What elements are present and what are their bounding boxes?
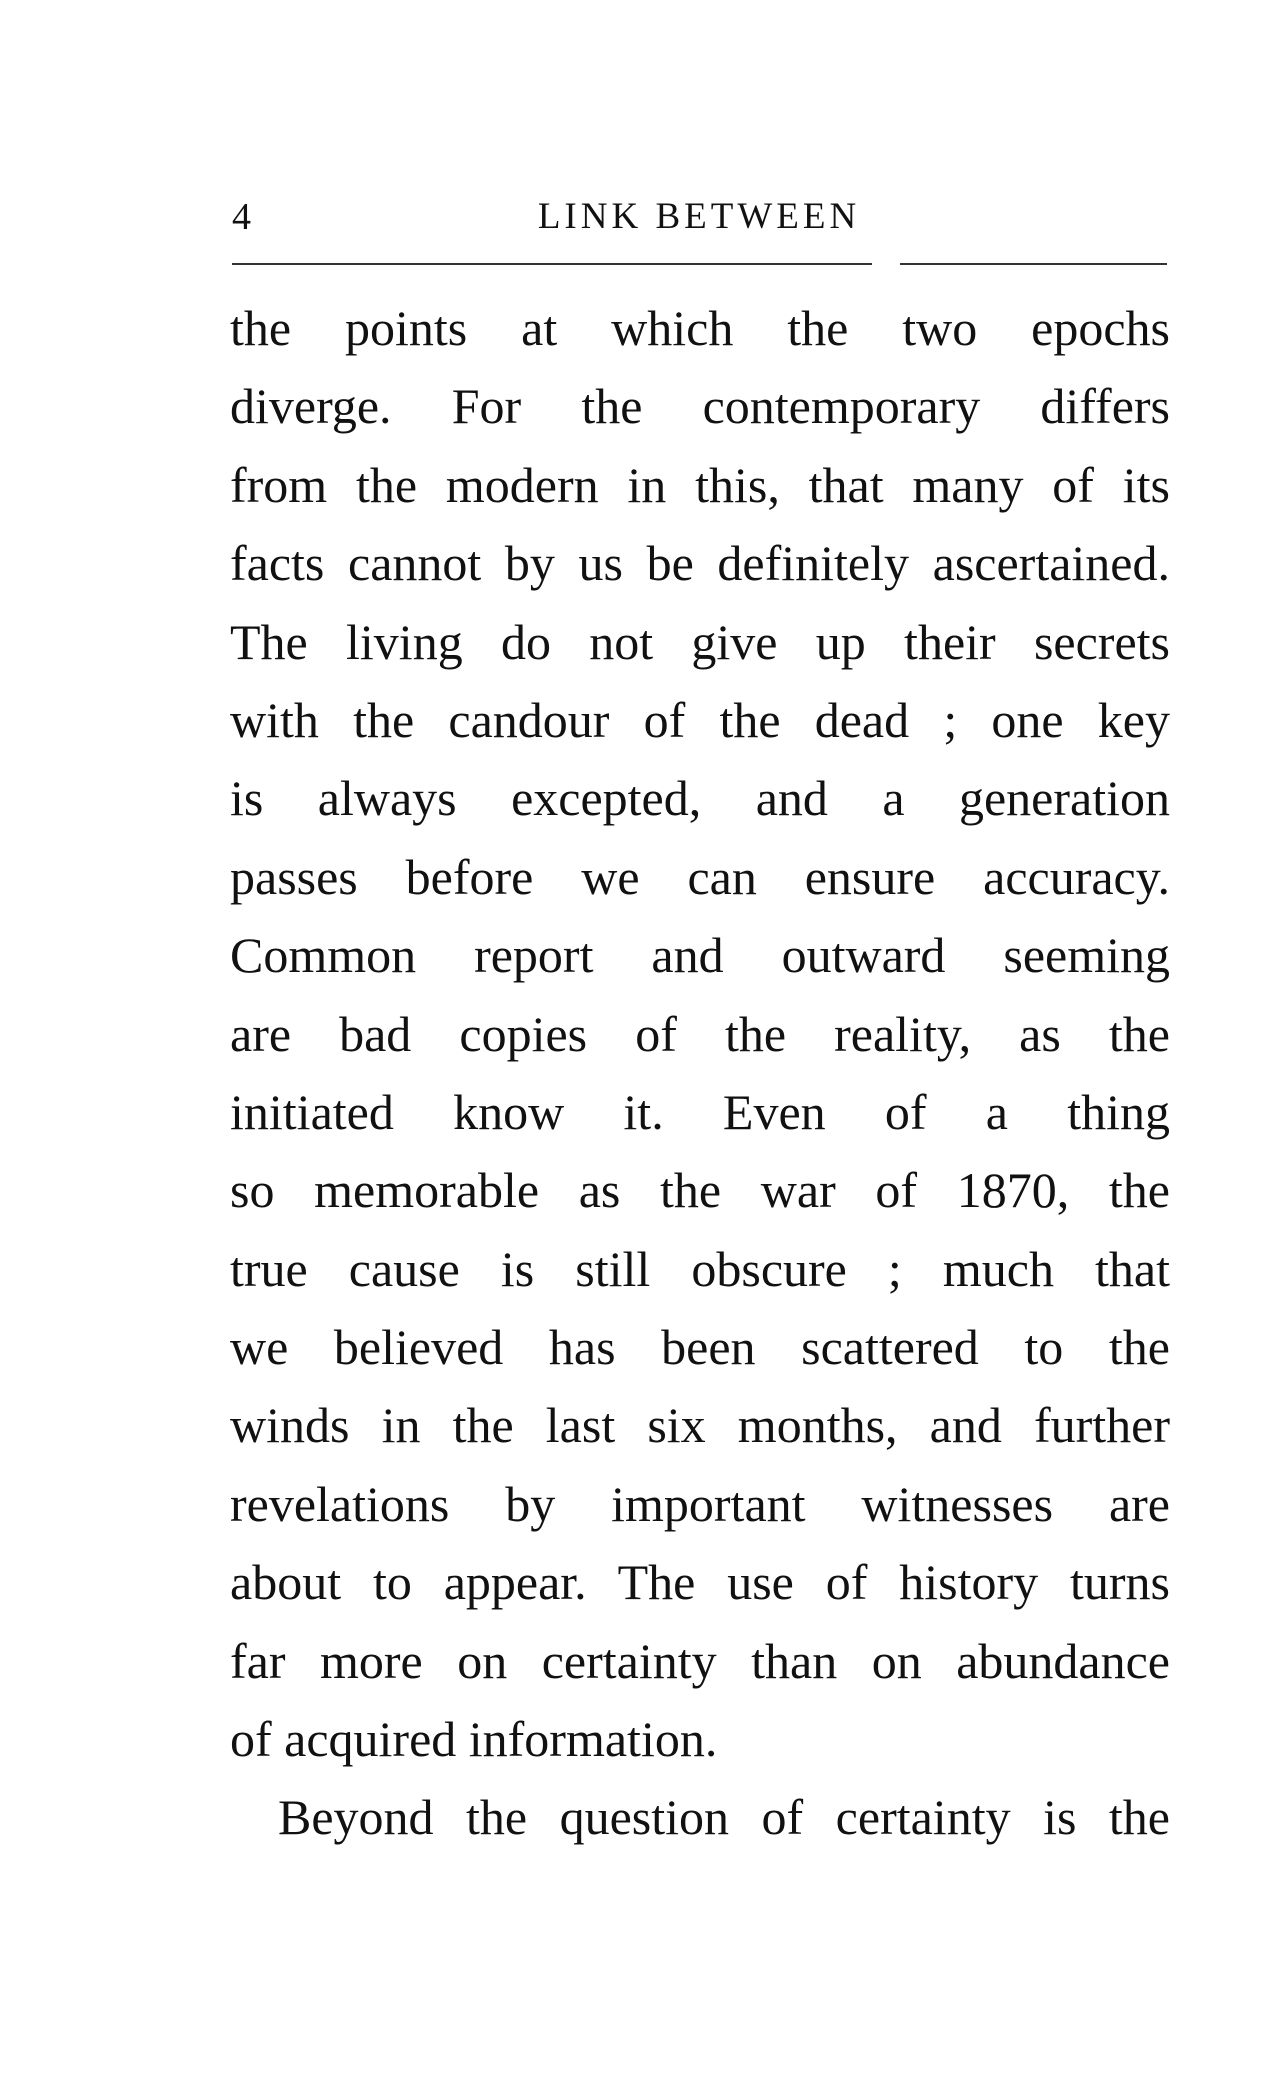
- text-line: facts cannot by us be definitely ascertained.: [230, 535, 1170, 592]
- header-rule-gap: [872, 260, 900, 268]
- running-title: LINK BETWEEN: [537, 196, 861, 237]
- text-line: diverge. For the contemporary differs: [230, 378, 1170, 435]
- header-rule: [232, 263, 1167, 265]
- text-line: Beyond the question of certainty is the: [278, 1789, 1170, 1846]
- text-line: so memorable as the war of 1870, the: [230, 1162, 1170, 1219]
- text-line: Common report and outward seeming: [230, 927, 1170, 984]
- text-line: from the modern in this, that many of its: [230, 456, 1170, 513]
- running-head: [228, 193, 1170, 243]
- paragraph-2: [230, 1778, 1170, 1856]
- text-line: winds in the last six months, and further: [230, 1397, 1170, 1454]
- text-line: passes before we can ensure accuracy.: [230, 848, 1170, 905]
- text-line: is always excepted, and a generation: [230, 770, 1170, 827]
- text-line: we believed has been scattered to the: [230, 1319, 1170, 1376]
- page-number: 4: [232, 196, 251, 238]
- text-line: true cause is still obscure ; much that: [230, 1240, 1170, 1297]
- text-line: with the candour of the dead ; one key: [230, 691, 1170, 748]
- text-line: the points at which the two epochs: [230, 300, 1170, 356]
- text-line: are bad copies of the reality, as the: [230, 1005, 1170, 1062]
- body-text: [230, 289, 1170, 1857]
- text-line: of acquired information.: [230, 1711, 718, 1768]
- paragraph-1: [230, 289, 1170, 1778]
- text-line: revelations by important witnesses are: [230, 1475, 1170, 1532]
- text-line: The living do not give up their secrets: [230, 613, 1170, 670]
- text-line: far more on certainty than on abundance: [230, 1632, 1170, 1689]
- text-line: initiated know it. Even of a thing: [230, 1083, 1170, 1140]
- text-line: about to appear. The use of history turns: [230, 1554, 1170, 1611]
